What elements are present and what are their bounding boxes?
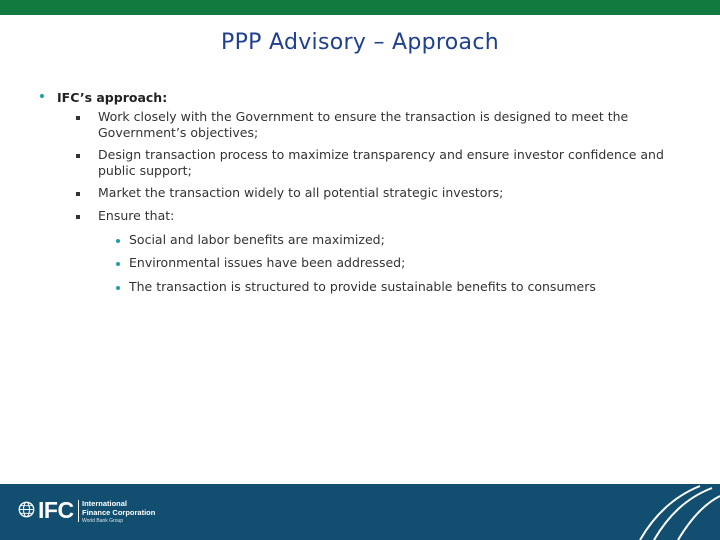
bullet-dot-icon (40, 94, 44, 98)
org-subtitle: World Bank Group (82, 518, 124, 524)
logo-divider (78, 500, 79, 522)
org-name (82, 500, 155, 517)
sub-bullet-item: Market the transaction widely to all potential strategic investors; (98, 185, 504, 200)
org-name-line1: International (82, 499, 128, 508)
sub-bullet-item: Design transaction process to maximize transparency and ensure investor confidence and public support; (98, 147, 664, 178)
decorative-swoosh (630, 484, 720, 540)
globe-logo-icon (18, 501, 35, 518)
org-name-line2: Finance Corporation (82, 507, 156, 517)
square-bullet-icon (76, 192, 80, 196)
slide-title: PPP Advisory – Approach (221, 30, 499, 55)
round-bullet-icon (116, 239, 120, 243)
square-bullet-icon (76, 154, 80, 158)
nested-bullet-item: Social and labor benefits are maximized; (129, 232, 385, 247)
round-bullet-icon (116, 262, 120, 266)
main-bullet-text: IFC’s approach: (57, 90, 168, 105)
round-bullet-icon (116, 286, 120, 290)
sub-bullet-item: Work closely with the Government to ensure the transaction is designed to meet the Government’s objectives; (98, 109, 629, 140)
nested-bullet-item: The transaction is structured to provide sustainable benefits to consumers (129, 279, 596, 294)
square-bullet-icon (76, 215, 80, 219)
top-accent-bar (0, 0, 720, 15)
sub-bullet-item: Ensure that: (98, 208, 175, 223)
nested-bullet-item: Environmental issues have been addressed; (129, 255, 406, 270)
ifc-logo-text: IFC (38, 497, 74, 523)
square-bullet-icon (76, 116, 80, 120)
